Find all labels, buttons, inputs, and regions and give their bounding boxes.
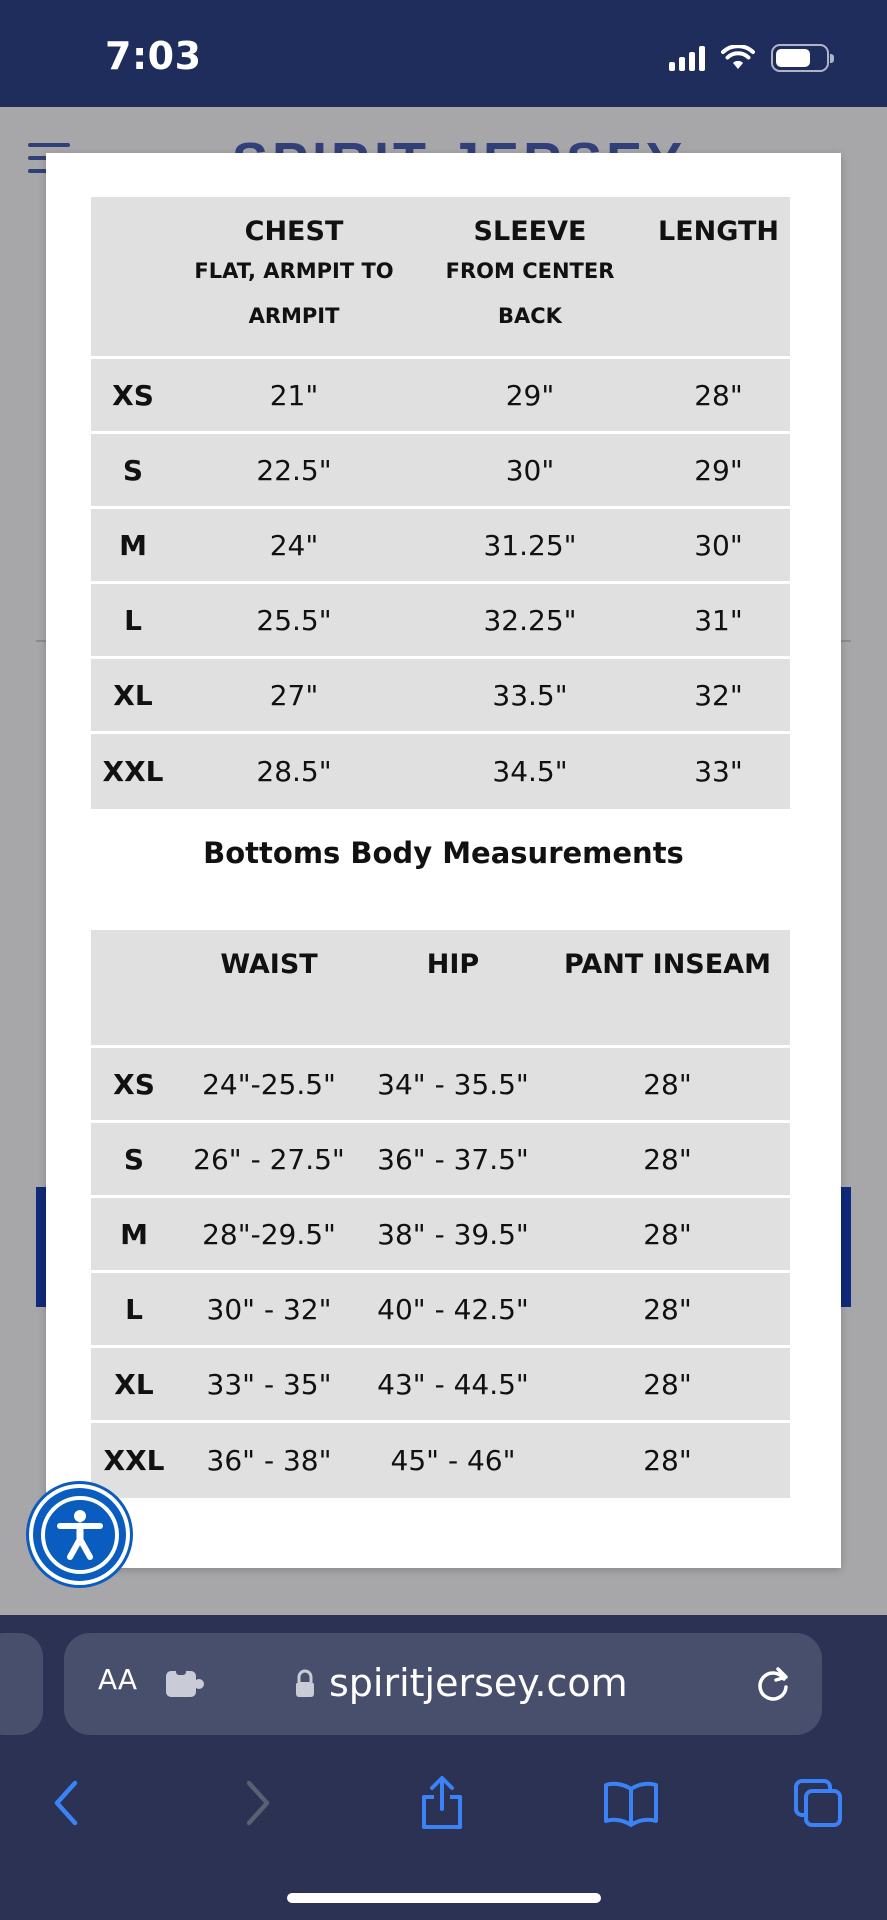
inseam-value: 28" [545,1348,790,1423]
tabs-icon [792,1777,844,1829]
sleeve-value: 32.25" [413,584,647,659]
hip-value: 36" - 37.5" [361,1123,545,1198]
status-bar [0,0,887,107]
table-header-row [91,197,790,359]
chest-value: 25.5" [175,584,413,659]
table-header-length: LENGTH [647,197,790,359]
table-row [91,734,790,809]
chest-sub-line-1: FLAT, ARMPIT TO [194,259,394,283]
table-row [91,659,790,734]
hip-value: 38" - 39.5" [361,1198,545,1273]
home-indicator[interactable] [287,1893,601,1903]
length-value: 33" [647,734,790,809]
bottoms-size-table [91,930,790,1498]
size-label: XS [91,359,175,434]
length-value: 30" [647,509,790,584]
text-size-button[interactable]: AA [98,1663,138,1696]
hip-value: 43" - 44.5" [361,1348,545,1423]
table-header-chest: CHEST FLAT, ARMPIT TO ARMPIT [175,197,413,359]
inseam-value: 28" [545,1198,790,1273]
table-header-sleeve: SLEEVE FROM CENTER BACK [413,197,647,359]
length-value: 32" [647,659,790,734]
table-row [91,359,790,434]
bottoms-section-title: Bottoms Body Measurements [203,836,684,870]
size-label: XS [91,1048,177,1123]
reload-icon[interactable] [754,1665,792,1703]
previous-tab-preview[interactable] [0,1633,43,1735]
inseam-value: 28" [545,1123,790,1198]
table-header-pant-inseam: PANT INSEAM [545,930,790,1048]
size-label: M [91,509,175,584]
sleeve-value: 29" [413,359,647,434]
back-button[interactable] [26,1763,106,1843]
url-text: spiritjersey.com [329,1661,628,1705]
waist-value: 30" - 32" [177,1273,361,1348]
table-row [91,1348,790,1423]
length-value: 28" [647,359,790,434]
table-row [91,434,790,509]
hip-value: 34" - 35.5" [361,1048,545,1123]
table-row [91,509,790,584]
waist-value: 36" - 38" [177,1423,361,1498]
cellular-signal-icon [669,45,705,71]
chest-value: 27" [175,659,413,734]
forward-button[interactable] [218,1763,298,1843]
size-label: L [91,1273,177,1348]
length-value: 29" [647,434,790,509]
sleeve-sub-line-2: BACK [498,304,562,328]
table-header-row [91,930,790,1048]
size-label: XL [91,659,175,734]
size-label: XXL [91,734,175,809]
table-row [91,1423,790,1498]
waist-value: 24"-25.5" [177,1048,361,1123]
bookmarks-icon [602,1779,660,1827]
share-icon [418,1775,466,1831]
forward-icon [243,1779,273,1827]
length-value: 31" [647,584,790,659]
table-header-waist: WAIST [177,930,361,1048]
waist-value: 26" - 27.5" [177,1123,361,1198]
hip-value: 45" - 46" [361,1423,545,1498]
battery-icon [771,44,829,72]
browser-toolbar [0,1763,887,1853]
sleeve-sub-line-1: FROM CENTER [445,259,615,283]
status-time: 7:03 [105,34,202,78]
waist-value: 33" - 35" [177,1348,361,1423]
inseam-value: 28" [545,1423,790,1498]
extension-icon[interactable] [164,1667,208,1701]
size-label: M [91,1198,177,1273]
table-row [91,1123,790,1198]
sleeve-value: 30" [413,434,647,509]
hip-value: 40" - 42.5" [361,1273,545,1348]
chest-value: 28.5" [175,734,413,809]
sleeve-value: 34.5" [413,734,647,809]
table-header-hip: HIP [361,930,545,1048]
tabs-button[interactable] [778,1763,858,1843]
table-header-empty [91,930,177,1048]
chest-value: 22.5" [175,434,413,509]
bookmarks-button[interactable] [591,1763,671,1843]
size-label: L [91,584,175,659]
address-bar[interactable] [64,1633,822,1735]
chest-sub-line-2: ARMPIT [248,304,340,328]
size-chart-modal [46,153,841,1568]
waist-value: 28"-29.5" [177,1198,361,1273]
inseam-value: 28" [545,1273,790,1348]
lock-icon [294,1669,316,1699]
status-icons [669,44,829,72]
chest-value: 24" [175,509,413,584]
browser-bar [0,1615,887,1920]
size-label: S [91,1123,177,1198]
chest-value: 21" [175,359,413,434]
sleeve-value: 33.5" [413,659,647,734]
size-label: XL [91,1348,177,1423]
table-row [91,1273,790,1348]
share-button[interactable] [402,1763,482,1843]
accessibility-button[interactable] [29,1484,130,1585]
wifi-icon [721,45,755,71]
accessibility-icon [56,1509,104,1561]
sleeve-value: 31.25" [413,509,647,584]
tops-size-table [91,197,790,809]
size-label: S [91,434,175,509]
table-row [91,584,790,659]
inseam-value: 28" [545,1048,790,1123]
table-row [91,1198,790,1273]
table-header-empty [91,197,175,359]
back-icon [51,1779,81,1827]
size-label: XXL [91,1423,177,1498]
table-row [91,1048,790,1123]
